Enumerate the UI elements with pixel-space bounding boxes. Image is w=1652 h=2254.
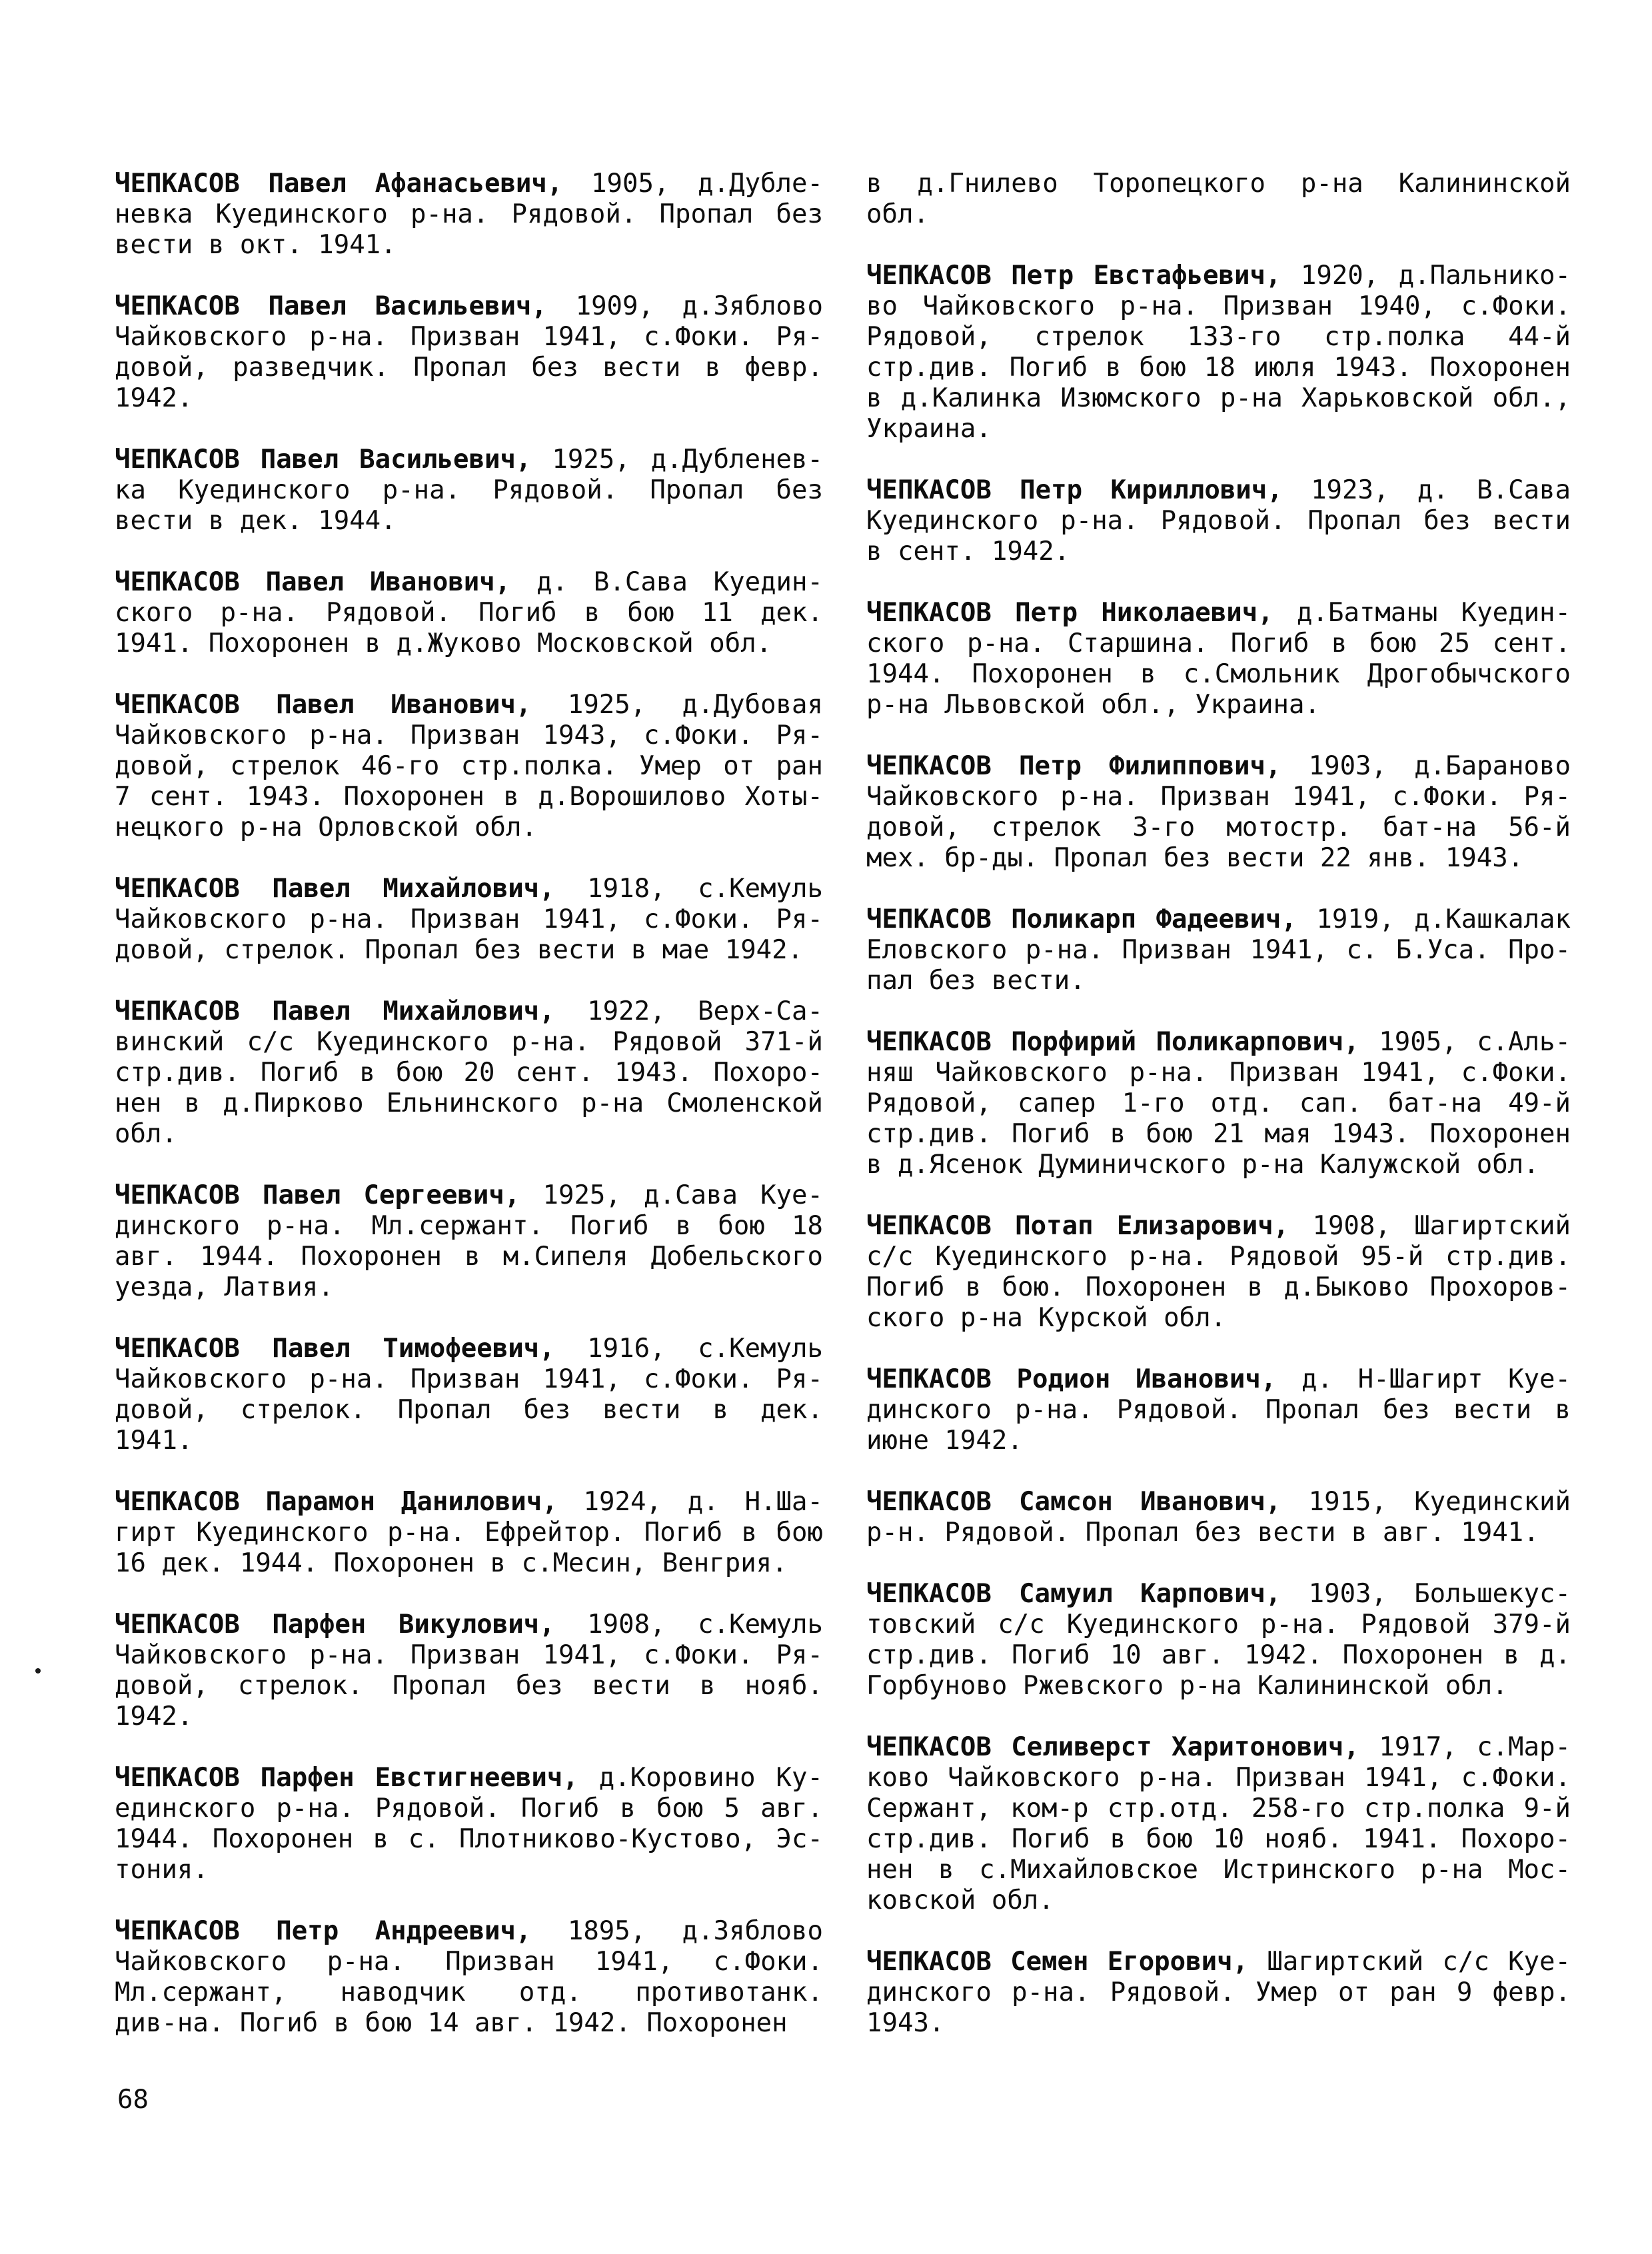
entry-line: Горбуново Ржевского р-на Калининской обл.	[866, 1671, 1508, 1701]
entry-name: ЧЕПКАСОВ Семен Егорович,	[866, 1947, 1249, 1977]
entry-line: стр.див. Погиб 10 авг. 1942. Похоронен в д.	[866, 1640, 1571, 1670]
entry-line: стр.див. Погиб в бою 10 нояб. 1941. Похоро-	[866, 1824, 1571, 1854]
entry-line: ЧЕПКАСОВ Павел Тимофеевич, 1916, с.Кемуль	[115, 1334, 823, 1364]
entry-line: ЧЕПКАСОВ Парфен Викулович, 1908, с.Кемуль	[115, 1610, 823, 1640]
entry-line: довой, стрелок. Пропал без вести в нояб.	[115, 1671, 823, 1701]
entry-line: июне 1942.	[866, 1426, 1023, 1456]
entry-line: мех. бр-ды. Пропал без вести 22 янв. 1943.	[866, 843, 1524, 873]
entry-line: обл.	[115, 1119, 177, 1149]
entry-name: ЧЕПКАСОВ Парамон Данилович,	[115, 1487, 558, 1517]
entry-line: 7 сент. 1943. Похоронен в д.Ворошилово Хоты-	[115, 782, 823, 812]
left-column	[115, 169, 823, 2039]
memorial-entry	[115, 1610, 823, 1732]
entry-line: нецкого р-на Орловской обл.	[115, 812, 537, 842]
page-number: 68	[117, 2085, 149, 2115]
memorial-entry	[866, 904, 1571, 996]
entry-name: ЧЕПКАСОВ Родион Иванович,	[866, 1364, 1277, 1394]
entry-line: довой, стрелок. Пропал без вести в мае 1942.	[115, 935, 804, 965]
memorial-entry	[115, 169, 823, 261]
entry-line: в сент. 1942.	[866, 537, 1070, 566]
entry-name: ЧЕПКАСОВ Потап Елизарович,	[866, 1211, 1289, 1241]
memorial-entry	[115, 1916, 823, 2039]
entry-line: ЧЕПКАСОВ Павел Михайлович, 1918, с.Кемуль	[115, 874, 823, 904]
entry-line: ЧЕПКАСОВ Павел Васильевич, 1925, д.Дубленев-	[115, 445, 823, 475]
entry-name: ЧЕПКАСОВ Павел Иванович,	[115, 690, 532, 720]
entry-line: ЧЕПКАСОВ Поликарп Фадеевич, 1919, д.Кашкалак	[866, 904, 1571, 934]
entry-line: 1944. Похоронен в с.Смольник Дрогобычского	[866, 659, 1571, 689]
entry-line: ЧЕПКАСОВ Самсон Иванович, 1915, Куединский	[866, 1487, 1571, 1517]
entry-line: ковской обл.	[866, 1885, 1054, 1915]
memorial-entry	[866, 1211, 1571, 1334]
entry-line: ЧЕПКАСОВ Парфен Евстигнеевич, д.Коровино Ку-	[115, 1763, 823, 1793]
entry-line: ского р-на Курской обл.	[866, 1303, 1227, 1333]
entry-line: авг. 1944. Похоронен в м.Сипеля Добельского	[115, 1242, 823, 1272]
entry-line: довой, стрелок. Пропал без вести в дек.	[115, 1395, 823, 1425]
entry-line: ЧЕПКАСОВ Порфирий Поликарпович, 1905, с.Аль-	[866, 1027, 1571, 1057]
entry-name: ЧЕПКАСОВ Павел Васильевич,	[115, 445, 532, 475]
memorial-entry	[115, 996, 823, 1150]
memorial-entry	[866, 1579, 1571, 1701]
entry-line: ка Куединского р-на. Рядовой. Пропал без	[115, 475, 823, 505]
entry-name: ЧЕПКАСОВ Павел Тимофеевич,	[115, 1334, 555, 1364]
entry-line: Чайковского р-на. Призван 1941, с.Фоки.	[115, 1947, 823, 1977]
memorial-entry	[866, 1732, 1571, 1916]
memorial-entry	[115, 1763, 823, 1885]
entry-line: 1941.	[115, 1426, 193, 1456]
entry-line: довой, стрелок 46-го стр.полка. Умер от ран	[115, 751, 823, 781]
entry-line: 1942.	[115, 383, 193, 413]
entry-name: ЧЕПКАСОВ Павел Васильевич,	[115, 291, 547, 321]
entry-line: ЧЕПКАСОВ Петр Николаевич, д.Батманы Куедин-	[866, 598, 1571, 628]
memorial-entry	[866, 1364, 1571, 1456]
entry-line: Чайковского р-на. Призван 1941, с.Фоки. Ря-	[115, 1364, 823, 1394]
entry-line: ЧЕПКАСОВ Павел Иванович, 1925, д.Дубовая	[115, 690, 823, 720]
entry-name: ЧЕПКАСОВ Самуил Карпович,	[866, 1579, 1281, 1609]
entry-line: обл.	[866, 199, 929, 229]
entry-name: ЧЕПКАСОВ Порфирий Поликарпович,	[866, 1027, 1359, 1057]
entry-line: 1944. Похоронен в с. Плотниково-Кустово, Эс-	[115, 1824, 823, 1854]
entry-line: ково Чайковского р-на. Призван 1941, с.Фоки.	[866, 1763, 1571, 1793]
memorial-entry	[115, 690, 823, 843]
entry-line: довой, стрелок 3-го мотостр. бат-на 56-й	[866, 812, 1571, 842]
entry-line: уезда, Латвия.	[115, 1272, 334, 1302]
entry-name: ЧЕПКАСОВ Петр Евстафьевич,	[866, 261, 1281, 291]
entry-line: 1943.	[866, 2008, 945, 2038]
entry-name: ЧЕПКАСОВ Павел Иванович,	[115, 567, 511, 597]
entry-line: ЧЕПКАСОВ Парамон Данилович, 1924, д. Н.Ша-	[115, 1487, 823, 1517]
entry-line: нен в с.Михайловское Истринского р-на Мос-	[866, 1855, 1571, 1885]
entry-line: ЧЕПКАСОВ Павел Афанасьевич, 1905, д.Дубле-	[115, 169, 823, 199]
entry-line: р-на Львовской обл., Украина.	[866, 690, 1320, 720]
entry-line: Куединского р-на. Рядовой. Пропал без вести	[866, 506, 1571, 536]
entry-line: невка Куединского р-на. Рядовой. Пропал без	[115, 199, 823, 229]
memorial-entry	[866, 1487, 1571, 1548]
entry-name: ЧЕПКАСОВ Селиверст Харитонович,	[866, 1732, 1359, 1762]
entry-line: вести в дек. 1944.	[115, 506, 397, 536]
entry-line: Чайковского р-на. Призван 1943, с.Фоки. Ря-	[115, 720, 823, 750]
entry-line: Чайковского р-на. Призван 1941, с.Фоки. Ря-	[866, 782, 1571, 812]
entry-line: 1942.	[115, 1701, 193, 1731]
entry-line: стр.див. Погиб в бою 21 мая 1943. Похоронен	[866, 1119, 1571, 1149]
entry-line: ЧЕПКАСОВ Павел Сергеевич, 1925, д.Сава Куе-	[115, 1180, 823, 1210]
entry-line: в д.Ясенок Думиничского р-на Калужской обл.	[866, 1150, 1539, 1180]
entry-line: тония.	[115, 1855, 209, 1885]
entry-name: ЧЕПКАСОВ Поликарп Фадеевич,	[866, 904, 1297, 934]
memorial-entry	[115, 445, 823, 537]
entry-line: Украина.	[866, 414, 992, 444]
entry-name: ЧЕПКАСОВ Павел Михайлович,	[115, 996, 555, 1026]
entry-name: ЧЕПКАСОВ Петр Кириллович,	[866, 475, 1283, 505]
entry-line: Погиб в бою. Похоронен в д.Быково Прохоров-	[866, 1272, 1571, 1302]
entry-line: 16 дек. 1944. Похоронен в с.Месин, Венгрия.	[115, 1548, 788, 1578]
entry-line: ского р-на. Рядовой. Погиб в бою 11 дек.	[115, 598, 823, 628]
memorial-entry	[866, 1027, 1571, 1180]
entry-line: динского р-на. Рядовой. Пропал без вести в	[866, 1395, 1571, 1425]
entry-name: ЧЕПКАСОВ Самсон Иванович,	[866, 1487, 1281, 1517]
memorial-entry	[866, 598, 1571, 720]
entry-name: ЧЕПКАСОВ Петр Андреевич,	[115, 1916, 532, 1946]
entry-line: ского р-на. Старшина. Погиб в бою 25 сент.	[866, 628, 1571, 658]
entry-line: р-н. Рядовой. Пропал без вести в авг. 1941.	[866, 1518, 1539, 1548]
entry-line: вести в окт. 1941.	[115, 230, 397, 260]
entry-line: с/с Куединского р-на. Рядовой 95-й стр.див.	[866, 1242, 1571, 1272]
entry-line: Чайковского р-на. Призван 1941, с.Фоки. Ря-	[115, 904, 823, 934]
memorial-entry	[115, 567, 823, 659]
entry-line: динского р-на. Рядовой. Умер от ран 9 февр.	[866, 1977, 1571, 2007]
entry-name: ЧЕПКАСОВ Петр Филиппович,	[866, 751, 1281, 781]
right-column	[866, 169, 1571, 2039]
entry-line: Мл.сержант, наводчик отд. противотанк.	[115, 1977, 823, 2007]
entry-line: единского р-на. Рядовой. Погиб в бою 5 авг.	[115, 1793, 823, 1823]
entry-line: товский с/с Куединского р-на. Рядовой 379-й	[866, 1610, 1571, 1640]
entry-name: ЧЕПКАСОВ Парфен Евстигнеевич,	[115, 1763, 578, 1793]
entry-line: винский с/с Куединского р-на. Рядовой 371-й	[115, 1027, 823, 1057]
memorial-entry	[115, 1334, 823, 1456]
entry-line: ЧЕПКАСОВ Родион Иванович, д. Н-Шагирт Куе-	[866, 1364, 1571, 1394]
entry-line: стр.див. Погиб в бою 20 сент. 1943. Похоро-	[115, 1058, 823, 1088]
entry-line: ЧЕПКАСОВ Петр Филиппович, 1903, д.Бараново	[866, 751, 1571, 781]
entry-line: Сержант, ком-р стр.отд. 258-го стр.полка 9-й	[866, 1793, 1571, 1823]
memorial-entry	[115, 1180, 823, 1303]
entry-line: Чайковского р-на. Призван 1941, с.Фоки. Ря-	[115, 322, 823, 352]
memorial-entry	[115, 291, 823, 414]
entry-line: Рядовой, сапер 1-го отд. сап. бат-на 49-й	[866, 1088, 1571, 1118]
entry-line: ЧЕПКАСОВ Селиверст Харитонович, 1917, с.Мар-	[866, 1732, 1571, 1762]
entry-name: ЧЕПКАСОВ Павел Михайлович,	[115, 874, 555, 904]
entry-line: ЧЕПКАСОВ Павел Иванович, д. В.Сава Куедин-	[115, 567, 824, 597]
entry-line: стр.див. Погиб в бою 18 июля 1943. Похоронен	[866, 353, 1571, 383]
entry-line: нен в д.Пирково Ельнинского р-на Смоленской	[115, 1088, 823, 1118]
scan-speck-artifact	[35, 1668, 41, 1674]
entry-line: довой, разведчик. Пропал без вести в февр.	[115, 353, 823, 383]
memorial-entry	[866, 475, 1571, 567]
entry-line: Чайковского р-на. Призван 1941, с.Фоки. Ря-	[115, 1640, 823, 1670]
entry-line: див-на. Погиб в бою 14 авг. 1942. Похоронен	[115, 2008, 788, 2038]
entry-name: ЧЕПКАСОВ Петр Николаевич,	[866, 598, 1273, 628]
entry-line: ЧЕПКАСОВ Павел Васильевич, 1909, д.Зяблово	[115, 291, 823, 321]
memorial-entry	[866, 261, 1571, 445]
entry-line: 1941. Похоронен в д.Жуково Московской обл.	[115, 628, 772, 658]
entry-line: Еловского р-на. Призван 1941, с. Б.Уса. Про-	[866, 935, 1571, 965]
entry-line: во Чайковского р-на. Призван 1940, с.Фоки.	[866, 291, 1571, 321]
entry-line: ЧЕПКАСОВ Потап Елизарович, 1908, Шагиртский	[866, 1211, 1571, 1241]
entry-line: ЧЕПКАСОВ Петр Андреевич, 1895, д.Зяблово	[115, 1916, 823, 1946]
entry-line: в д.Калинка Изюмского р-на Харьковской обл.,	[866, 383, 1571, 413]
entry-line: ЧЕПКАСОВ Павел Михайлович, 1922, Верх-Са-	[115, 996, 823, 1026]
memorial-entry	[115, 874, 823, 966]
entry-line: ЧЕПКАСОВ Самуил Карпович, 1903, Большекус-	[866, 1579, 1571, 1609]
entry-line: динского р-на. Мл.сержант. Погиб в бою 18	[115, 1211, 823, 1241]
entry-name: ЧЕПКАСОВ Павел Афанасьевич,	[115, 169, 563, 199]
entry-line: в д.Гнилево Торопецкого р-на Калининской	[866, 169, 1571, 199]
entry-line: няш Чайковского р-на. Призван 1941, с.Фоки.	[866, 1058, 1571, 1088]
entry-line: Рядовой, стрелок 133-го стр.полка 44-й	[866, 322, 1571, 352]
entry-name: ЧЕПКАСОВ Парфен Викулович,	[115, 1610, 555, 1640]
entry-line: пал без вести.	[866, 966, 1086, 996]
memorial-entry	[866, 751, 1571, 874]
memorial-entry-continuation	[866, 169, 1571, 230]
entry-line: ЧЕПКАСОВ Семен Егорович, Шагиртский с/с Куе-	[866, 1947, 1571, 1977]
memorial-entry	[115, 1487, 823, 1579]
entry-name: ЧЕПКАСОВ Павел Сергеевич,	[115, 1180, 520, 1210]
memorial-entry	[866, 1947, 1571, 2039]
entry-line: гирт Куединского р-на. Ефрейтор. Погиб в бою	[115, 1518, 823, 1548]
entry-line: ЧЕПКАСОВ Петр Евстафьевич, 1920, д.Пальнико-	[866, 261, 1571, 291]
entry-line: ЧЕПКАСОВ Петр Кириллович, 1923, д. В.Сава	[866, 475, 1571, 505]
